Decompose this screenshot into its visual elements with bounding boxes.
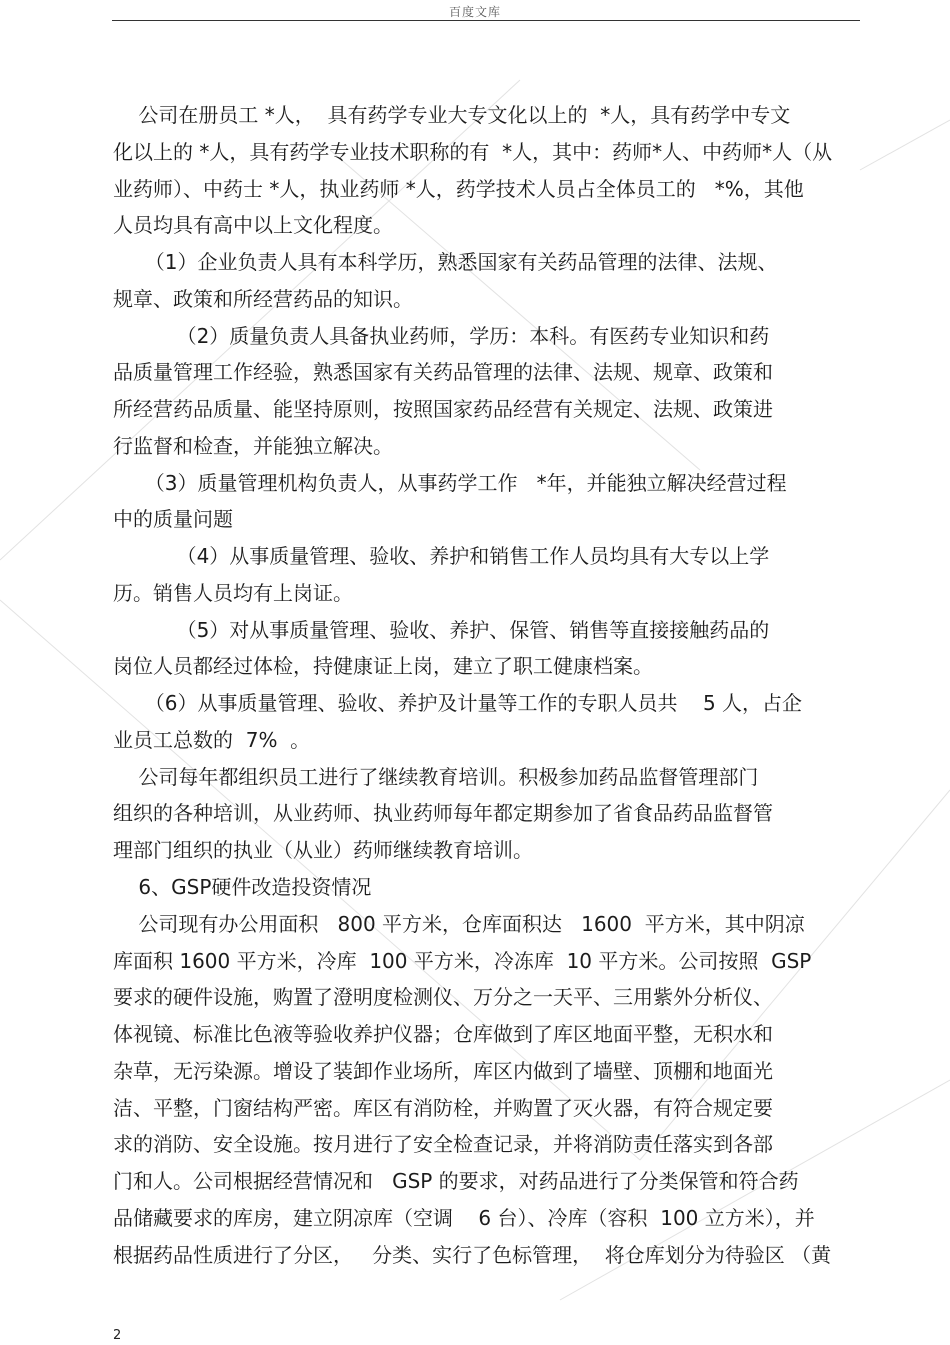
text-line: （5）对从事质量管理、验收、养护、保管、销售等直接接触药品的 <box>113 618 770 642</box>
text-line: 化以上的 *人，具有药学专业技术职称的有 *人，其中：药师*人、中药师*人（从 <box>113 140 833 164</box>
text-line: 洁、平整，门窗结构严密。库区有消防栓，并购置了灭火器，有符合规定要 <box>113 1096 773 1120</box>
page-number: 2 <box>113 1328 122 1343</box>
text-line: 根据药品性质进行了分区， 分类、实行了色标管理， 将仓库划分为待验区 （黄 <box>113 1243 832 1267</box>
text-line: 岗位人员都经过体检，持健康证上岗，建立了职工健康档案。 <box>113 654 653 678</box>
header-title: 百度文库 <box>448 5 501 19</box>
text-line: 规章、政策和所经营药品的知识。 <box>113 287 413 311</box>
text-line: （2）质量负责人具备执业药师，学历：本科。有医药专业知识和药 <box>113 324 770 348</box>
text-line: 公司现有办公用面积 800 平方米，仓库面积达 1600 平方米，其中阴凉 <box>113 912 805 936</box>
text-line: 公司每年都组织员工进行了继续教育培训。积极参加药品监督管理部门 <box>113 765 759 789</box>
text-line: 所经营药品质量、能坚持原则，按照国家药品经营有关规定、法规、政策进 <box>113 397 773 421</box>
text-line: （6）从事质量管理、验收、养护及计量等工作的专职人员共 5 人，占企 <box>113 691 803 715</box>
text-line: 杂草，无污染源。增设了装卸作业场所，库区内做到了墙壁、顶棚和地面光 <box>113 1059 773 1083</box>
text-line: 理部门组织的执业（从业）药师继续教育培训。 <box>113 838 533 862</box>
text-line: 库面积 1600 平方米，冷库 100 平方米，冷冻库 10 平方米。公司按照 GSP <box>113 949 812 973</box>
text-line: 行监督和检查，并能独立解决。 <box>113 434 393 458</box>
text-line: （1）企业负责人具有本科学历，熟悉国家有关药品管理的法律、法规、 <box>113 250 778 274</box>
text-line: 体视镜、标准比色液等验收养护仪器；仓库做到了库区地面平整，无积水和 <box>113 1022 773 1046</box>
text-line: （3）质量管理机构负责人，从事药学工作 *年，并能独立解决经营过程 <box>113 471 787 495</box>
text-line: 人员均具有高中以上文化程度。 <box>113 213 393 237</box>
text-line: 公司在册员工 *人， 具有药学专业大专文化以上的 *人，具有药学中专文 <box>113 103 791 127</box>
text-line: 组织的各种培训，从业药师、执业药师每年都定期参加了省食品药品监督管 <box>113 801 773 825</box>
text-line: 6、GSP硬件改造投资情况 <box>113 875 372 899</box>
text-line: 中的质量问题 <box>113 507 233 531</box>
text-line: （4）从事质量管理、验收、养护和销售工作人员均具有大专以上学 <box>113 544 770 568</box>
text-line: 历。销售人员均有上岗证。 <box>113 581 353 605</box>
text-line: 品质量管理工作经验，熟悉国家有关药品管理的法律、法规、规章、政策和 <box>113 360 773 384</box>
text-line: 求的消防、安全设施。按月进行了安全检查记录，并将消防责任落实到各部 <box>113 1132 773 1156</box>
text-line: 门和人。公司根据经营情况和 GSP 的要求，对药品进行了分类保管和符合药 <box>113 1169 799 1193</box>
text-line: 品储藏要求的库房，建立阴凉库（空调 6 台）、冷库（容积 100 立方米），并 <box>113 1206 815 1230</box>
header-rule <box>112 20 860 21</box>
text-line: 业员工总数的 7% 。 <box>113 728 311 752</box>
text-line: 要求的硬件设施，购置了澄明度检测仪、万分之一天平、三用紫外分析仪、 <box>113 985 773 1009</box>
text-line: 业药师）、中药士 *人，执业药师 *人，药学技术人员占全体员工的 *%，其他 <box>113 177 804 201</box>
